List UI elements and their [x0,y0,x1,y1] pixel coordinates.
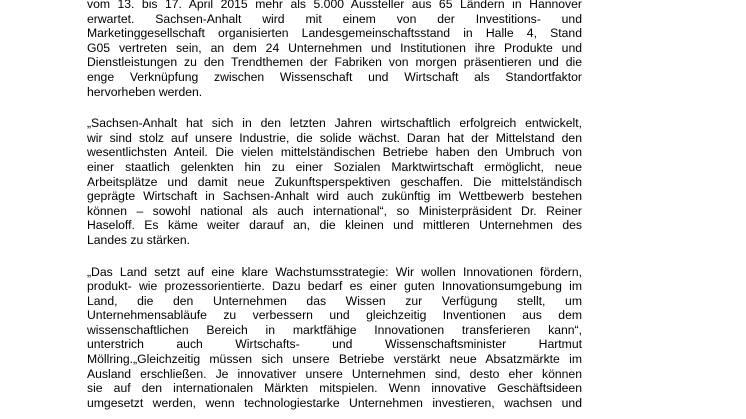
text-line: „Das Land setzt auf eine klare Wachstumsstrategie: Wir wollen Innovationen fördern, [87,264,582,279]
text-line: können – sowohl national als auch international“, so Ministerpräsident Dr. Reiner [87,203,582,218]
text-line: wesentlichsten Anteil. Die vielen mittelständischen Betriebe haben den Umbruch von [87,145,582,160]
text-line: G05 vertreten sein, an dem 24 Unternehmen und Institutionen ihre Produkte und [87,40,582,55]
text-line: Dienstleistungen zu den Trendthemen der Fabriken von morgen präsentieren und die [87,55,582,70]
text-line: umgesetzt werden, wenn technologiestarke Unternehmen investieren, wachsen und [87,395,582,410]
document-body [87,0,582,419]
text-line: wissenschaftlichen Bereich in marktfähige Innovationen transferieren kann“, [87,322,582,337]
text-line: Ausland erschließen. Je innovativer unsere Unternehmen sind, desto eher können [87,366,582,381]
text-line: enge Verknüpfung zwischen Wissenschaft und Wirtschaft als Standortfaktor [87,69,582,84]
text-line: hervorheben werden. [87,84,203,99]
text-line: Möllring.„Gleichzeitig müssen sich unsere Betriebe verstärkt neue Absatzmärkte im [87,352,582,367]
text-line: Arbeitsplätze und damit neue Zukunftsperspektiven geschaffen. Die mittelständisch [87,174,582,189]
text-line: Marketinggesellschaft organisierten Landesgemeinschaftsstand in Halle 4, Stand [87,26,582,41]
paragraph-hannover-messe [87,0,582,99]
text-line: vom 13. bis 17. April 2015 mehr als 5.000 Aussteller aus 65 Ländern in Hannover [87,0,582,11]
text-line: Unternehmensabläufe zu verbessern und gleichzeitig Inventionen aus dem [87,308,582,323]
text-line: sie auf den internationalen Märkten mitspielen. Wenn innovative Geschäftsideen [87,381,582,396]
paragraph-haseloff-quote [87,116,582,247]
paragraph-moellring-quote [87,265,582,411]
text-line: „Sachsen-Anhalt hat sich in den letzten Jahren wirtschaftlich erfolgreich entwickelt, [87,116,582,131]
text-line: unterstrich auch Wirtschafts- und Wissenschaftsminister Hartmut [87,337,582,352]
text-line: Haseloff. Es käme weiter darauf an, die kleinen und mittleren Unternehmen des [87,218,582,233]
text-line: Land, die den Unternehmen das Wissen zur Verfügung stellt, um [87,293,582,308]
text-line: geprägte Wirtschaft in Sachsen-Anhalt wird auch zukünftig im Wettbewerb bestehen [87,189,582,204]
text-line: erwartet. Sachsen-Anhalt wird mit einem von der Investitions- und [87,11,582,26]
text-line: einer staatlich gelenkten hin zu einer Sozialen Marktwirtschaft ermöglicht, neue [87,159,582,174]
text-line: Landes zu stärken. [87,232,190,247]
text-line: produkt- wie prozessorientierte. Dazu bedarf es einer guten Innovationsumgebung im [87,279,582,294]
text-line: wir sind stolz auf unsere Industrie, die solide wächst. Daran hat der Mittelstand den [87,130,582,145]
